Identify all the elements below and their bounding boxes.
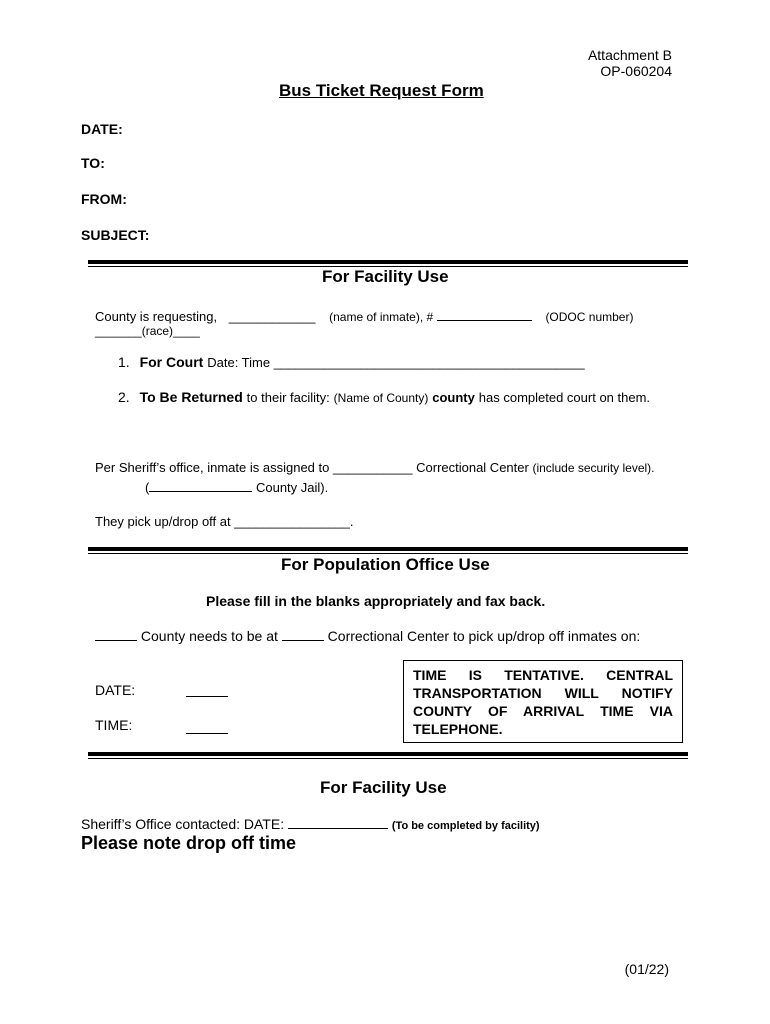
to-be-returned-label: To Be Returned (139, 389, 243, 405)
court-date-time-field[interactable]: Date: Time ___________________________________________ (207, 355, 585, 370)
section-divider (88, 752, 688, 756)
blank-1[interactable]: ____________ (228, 309, 316, 324)
county-pickup-line (95, 628, 640, 644)
county-needs-text: County needs to be at (140, 628, 278, 644)
notice-line: TRANSPORTATION WILL NOTIFY (413, 685, 673, 701)
sheriff-contacted-line (81, 816, 540, 832)
list-item-court (118, 354, 585, 370)
name-of-county-text: (Name of County) (333, 391, 429, 405)
returned-text-b: has completed court on them. (478, 390, 651, 405)
county-requesting-text: County is requesting, (95, 309, 218, 324)
attachment-label: Attachment B (587, 47, 672, 63)
county-jail-field[interactable] (149, 479, 252, 492)
notice-line: TELEPHONE. (413, 721, 503, 737)
notice-line: COUNTY OF ARRIVAL TIME VIA (413, 703, 673, 719)
memo-from-label: FROM: (81, 191, 127, 207)
form-code: OP-060204 (600, 63, 672, 79)
returned-text-a: to their facility: (246, 390, 330, 405)
memo-date-label: DATE: (81, 121, 123, 137)
revision-date: (01/22) (624, 961, 669, 977)
sheriff-contacted-text: Sheriff’s Office contacted: DATE: (81, 816, 285, 832)
item-number: 2. (118, 389, 130, 405)
memo-subject-label: SUBJECT: (81, 227, 150, 243)
population-instruction: Please fill in the blanks appropriately and fax back. (206, 593, 546, 609)
county-jail-text: County Jail). (255, 480, 329, 495)
name-of-inmate-text: (name of inmate), # (329, 310, 434, 324)
population-time-label: TIME: (95, 717, 133, 733)
section-divider (88, 260, 688, 264)
county-jail-line (145, 479, 328, 495)
population-date-field[interactable] (186, 684, 228, 697)
pickup-line[interactable]: They pick up/drop off at ________________. (95, 514, 354, 529)
county-requesting-line (95, 308, 685, 324)
drop-off-time-note: Please note drop off time (81, 833, 297, 853)
tentative-time-notice (403, 660, 683, 743)
population-date-label: DATE: (95, 682, 136, 698)
population-time-field[interactable] (186, 721, 228, 734)
county-bold: county (432, 390, 475, 405)
item-number: 1. (118, 354, 130, 370)
security-level-text: (include security level). (532, 461, 655, 475)
odoc-number-text: (ODOC number) (545, 310, 634, 324)
population-heading: For Population Office Use (281, 555, 490, 574)
memo-to-label: TO: (81, 155, 105, 171)
sheriff-assignment-line (95, 460, 655, 475)
odoc-number-field[interactable] (437, 308, 532, 321)
notice-line: TIME IS TENTATIVE. CENTRAL (413, 667, 673, 683)
section-divider (88, 547, 688, 551)
facility-heading: For Facility Use (322, 267, 449, 286)
section-divider-thin (88, 758, 688, 759)
sheriff-assignment-text: Per Sheriff’s office, inmate is assigned to ___________ Correctional Center (95, 460, 529, 475)
facility-heading-2: For Facility Use (320, 778, 447, 797)
for-court-label: For Court (139, 354, 204, 370)
correctional-center-field[interactable] (282, 628, 324, 641)
race-line[interactable]: _______(race)____ (95, 324, 200, 338)
sheriff-contacted-date-field[interactable] (288, 816, 388, 829)
completed-by-facility-text: (To be completed by facility) (391, 820, 540, 832)
list-item-returned (118, 389, 650, 405)
correctional-center-text: Correctional Center to pick up/drop off inmates on: (327, 628, 641, 644)
jail-open-paren: ( (145, 480, 150, 495)
form-title: Bus Ticket Request Form (279, 81, 484, 100)
section-divider-thin (88, 553, 688, 554)
county-field[interactable] (95, 628, 137, 641)
